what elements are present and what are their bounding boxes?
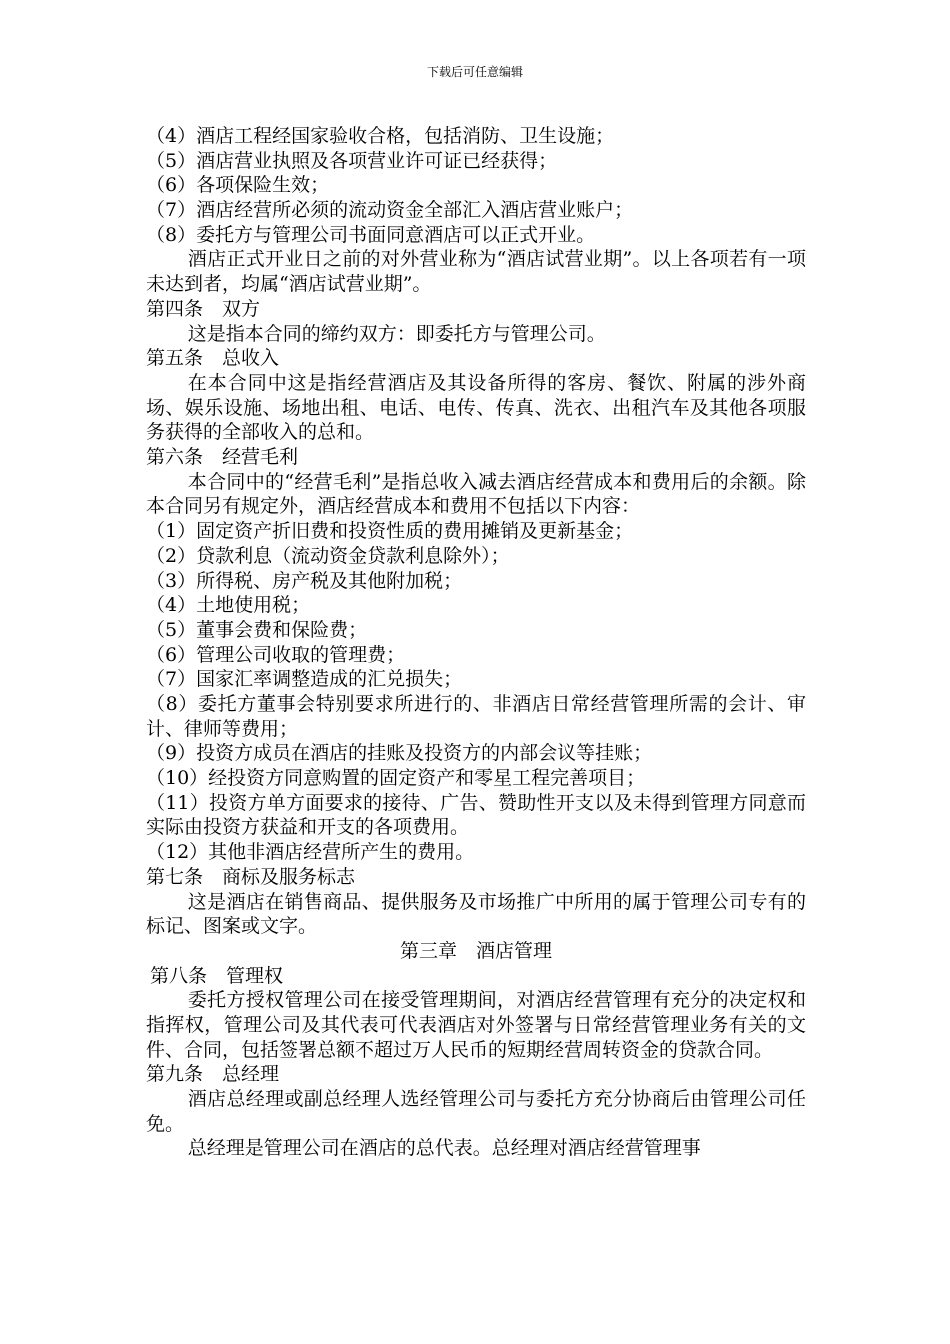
document-body: [146, 124, 806, 1161]
list-item: （7）酒店经营所必须的流动资金全部汇入酒店营业账户；: [146, 199, 634, 222]
paragraph: 这是酒店在销售商品、提供服务及市场推广中所用的属于管理公司专有的标记、图案或文字。: [146, 890, 806, 938]
list-item: （9）投资方成员在酒店的挂账及投资方的内部会议等挂账；: [146, 742, 653, 765]
list-item: （5）酒店营业执照及各项营业许可证已经获得；: [146, 149, 558, 172]
list-item: （10）经投资方同意购置的固定资产和零星工程完善项目；: [146, 767, 646, 790]
article-heading: 第六条 经营毛利: [146, 446, 299, 469]
paragraph: 这是指本合同的缔约双方：即委托方与管理公司。: [187, 322, 606, 345]
article-heading: 第五条 总收入: [146, 347, 280, 370]
chapter-heading: 第三章 酒店管理: [399, 939, 552, 962]
article-heading: 第九条 总经理: [146, 1063, 280, 1086]
list-item: （12）其他非酒店经营所产生的费用。: [146, 841, 475, 864]
list-item: （3）所得税、房产税及其他附加税；: [146, 569, 463, 592]
list-item: （8）委托方与管理公司书面同意酒店可以正式开业。: [146, 223, 596, 246]
list-item: （6）管理公司收取的管理费；: [146, 643, 406, 666]
paragraph: 酒店总经理或副总经理人选经管理公司与委托方充分协商后由管理公司任免。: [146, 1088, 806, 1135]
list-item: （4）酒店工程经国家验收合格，包括消防、卫生设施；: [146, 125, 615, 147]
paragraph: 本合同中的“经营毛利”是指总收入减去酒店经营成本和费用后的余额。除本合同另有规定外，酒店经营成本和费用不包括以下内容：: [146, 470, 806, 518]
page-header: 下载后可任意编辑: [426, 65, 523, 79]
paragraph: 酒店正式开业日之前的对外营业称为“酒店试营业期”。以上各项若有一项未达到者，均属“酒店试营业期”。: [146, 248, 806, 296]
list-item: （4）土地使用税；: [146, 594, 311, 617]
list-item: （1）固定资产折旧费和投资性质的费用摊销及更新基金；: [146, 520, 634, 543]
paragraph: 总经理是管理公司在酒店的总代表。总经理对酒店经营管理事: [187, 1137, 701, 1160]
paragraph: 委托方授权管理公司在接受管理期间，对酒店经营管理有充分的决定权和指挥权，管理公司及其代表可代表酒店对外签署与日常经营管理业务有关的文件、合同，包括签署总额不超过万人民币的短期经营周转资金的贷款合同。: [146, 989, 806, 1061]
list-item: （11）投资方单方面要求的接待、广告、赞助性开支以及未得到管理方同意而实际由投资方获益和开支的各项费用。: [146, 791, 806, 839]
article-heading: 第八条 管理权: [150, 964, 284, 987]
list-item: （8）委托方董事会特别要求所进行的、非酒店日常经营管理所需的会计、审计、律师等费用；: [146, 692, 806, 740]
list-item: （7）国家汇率调整造成的汇兑损失；: [146, 668, 463, 691]
list-item: （5）董事会费和保险费；: [146, 618, 368, 641]
paragraph: 在本合同中这是指经营酒店及其设备所得的客房、餐饮、附属的涉外商场、娱乐设施、场地出租、电话、电传、传真、洗衣、出租汽车及其他各项服务获得的全部收入的总和。: [146, 371, 806, 444]
article-heading: 第七条 商标及服务标志: [146, 865, 356, 888]
article-heading: 第四条 双方: [146, 297, 261, 320]
list-item: （6）各项保险生效；: [146, 174, 330, 197]
list-item: （2）贷款利息（流动资金贷款利息除外）；: [146, 544, 510, 567]
